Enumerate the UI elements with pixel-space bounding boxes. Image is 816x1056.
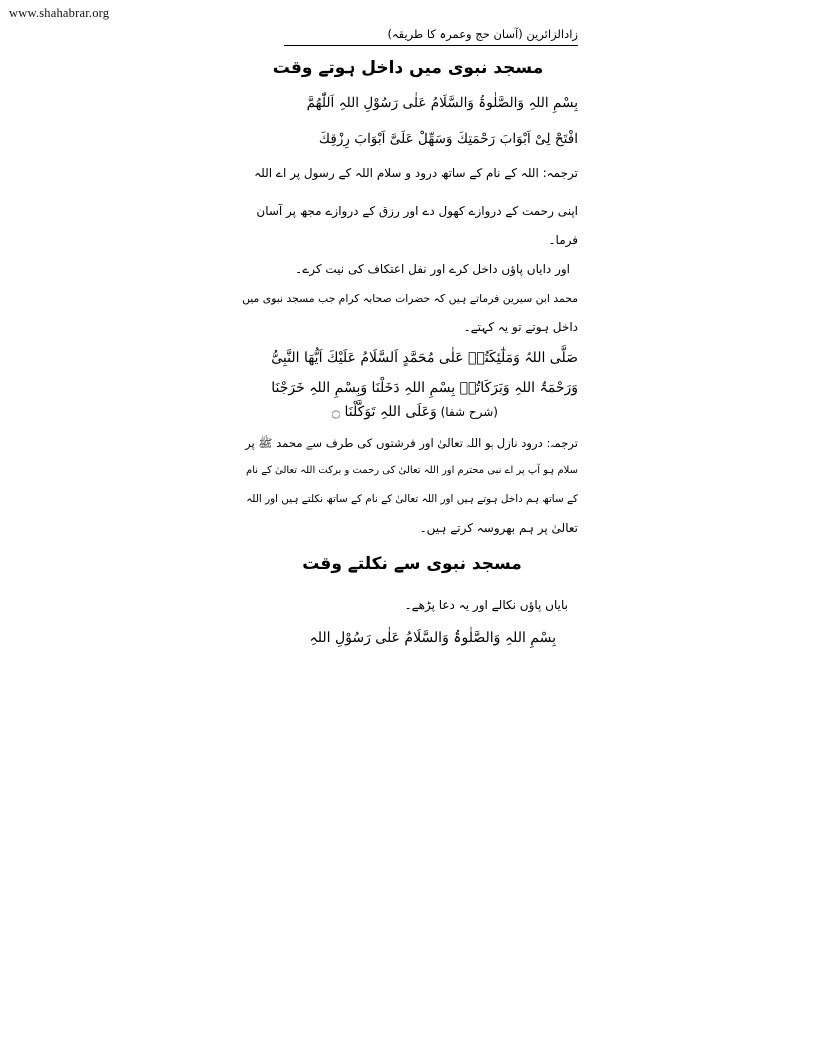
leaving-dua: بِسْمِ اللہِ وَالصَّلٰوۃُ وَالسَّلَامُ عَلٰی رَسُوْلِ اللہِ [309,630,556,646]
translation2-line: تعالیٰ پر ہم بھروسہ کرتے ہیں۔ [419,521,578,535]
translation-line: ترجمہ: اللہ کے نام کے ساتھ درود و سلام اللہ کے رسول پر اے اللہ [254,166,578,180]
translation2-line: ترجمہ: درود نازل ہو اللہ تعالیٰ اور فرشتوں کی طرف سے محمد ﷺ پر [245,436,578,450]
dua-line: بِسْمِ اللہِ وَالصَّلٰوۃُ وَالسَّلَامُ عَلٰی رَسُوْلِ اللہِ اَللّٰھُمَّ [306,95,578,111]
salawat-line: صَلَّی اللہُ وَمَلٰٓئِکَتُہٗ عَلٰی مُحَمَّدٍ اَلسَّلَامُ عَلَیْكَ اَیُّھَا النَّبِیُّ [271,350,578,366]
translation-line: اپنی رحمت کے دروازے کھول دے اور رزق کے دروازے مجھ پر آسان [256,204,578,218]
section-heading-leaving: مسجد نبوی سے نکلتے وقت [302,554,522,574]
dua-line: افْتَحْ لِیْ اَبْوَابَ رَحْمَتِكَ وَسَهِّلْ عَلَیَّ اَبْوَابَ رِزْقِكَ [318,131,578,147]
narration-line: داخل ہوتے تو یہ کہتے۔ [463,320,578,334]
running-head: زادالزائرین (آسان حج وعمرہ کا طریقہ) [387,27,578,41]
narration-line: محمد ابن سیرین فرماتے ہیں کہ حضرات صحابہ کرام جب مسجد نبوی میں [242,292,578,305]
section-heading-entering: مسجد نبوی میں داخل ہوتے وقت [272,58,544,78]
translation2-line: سلام ہو آپ پر اے نبی محترم اور اللہ تعالیٰ کی رحمت و برکت اللہ تعالیٰ کے نام [246,465,578,476]
salawat-line: وَرَحْمَۃُ اللہِ وَبَرَکَاتُہٗ بِسْمِ اللہِ دَخَلْنَا وَبِسْمِ اللہِ خَرَجْنَا [271,380,578,396]
salawat-closing: وَعَلَی اللہِ تَوَکَّلْنَا ۝ [331,404,437,420]
header-rule [284,45,578,46]
instruction-text-leaving: بایاں پاؤں نکالے اور یہ دعا پڑھے۔ [404,598,568,612]
salawat-line-last [332,402,498,422]
instruction-text: اور دایاں پاؤں داخل کرے اور نفل اعتکاف کی نیت کرے۔ [295,262,570,276]
translation2-line: کے ساتھ ہم داخل ہوتے ہیں اور اللہ تعالیٰ کے نام کے ساتھ نکلتے ہیں اور اللہ [246,493,578,505]
site-watermark: www.shahabrar.org [9,6,110,20]
translation-line: فرما۔ [548,233,578,247]
source-reference: (شرح شفا) [440,405,498,419]
